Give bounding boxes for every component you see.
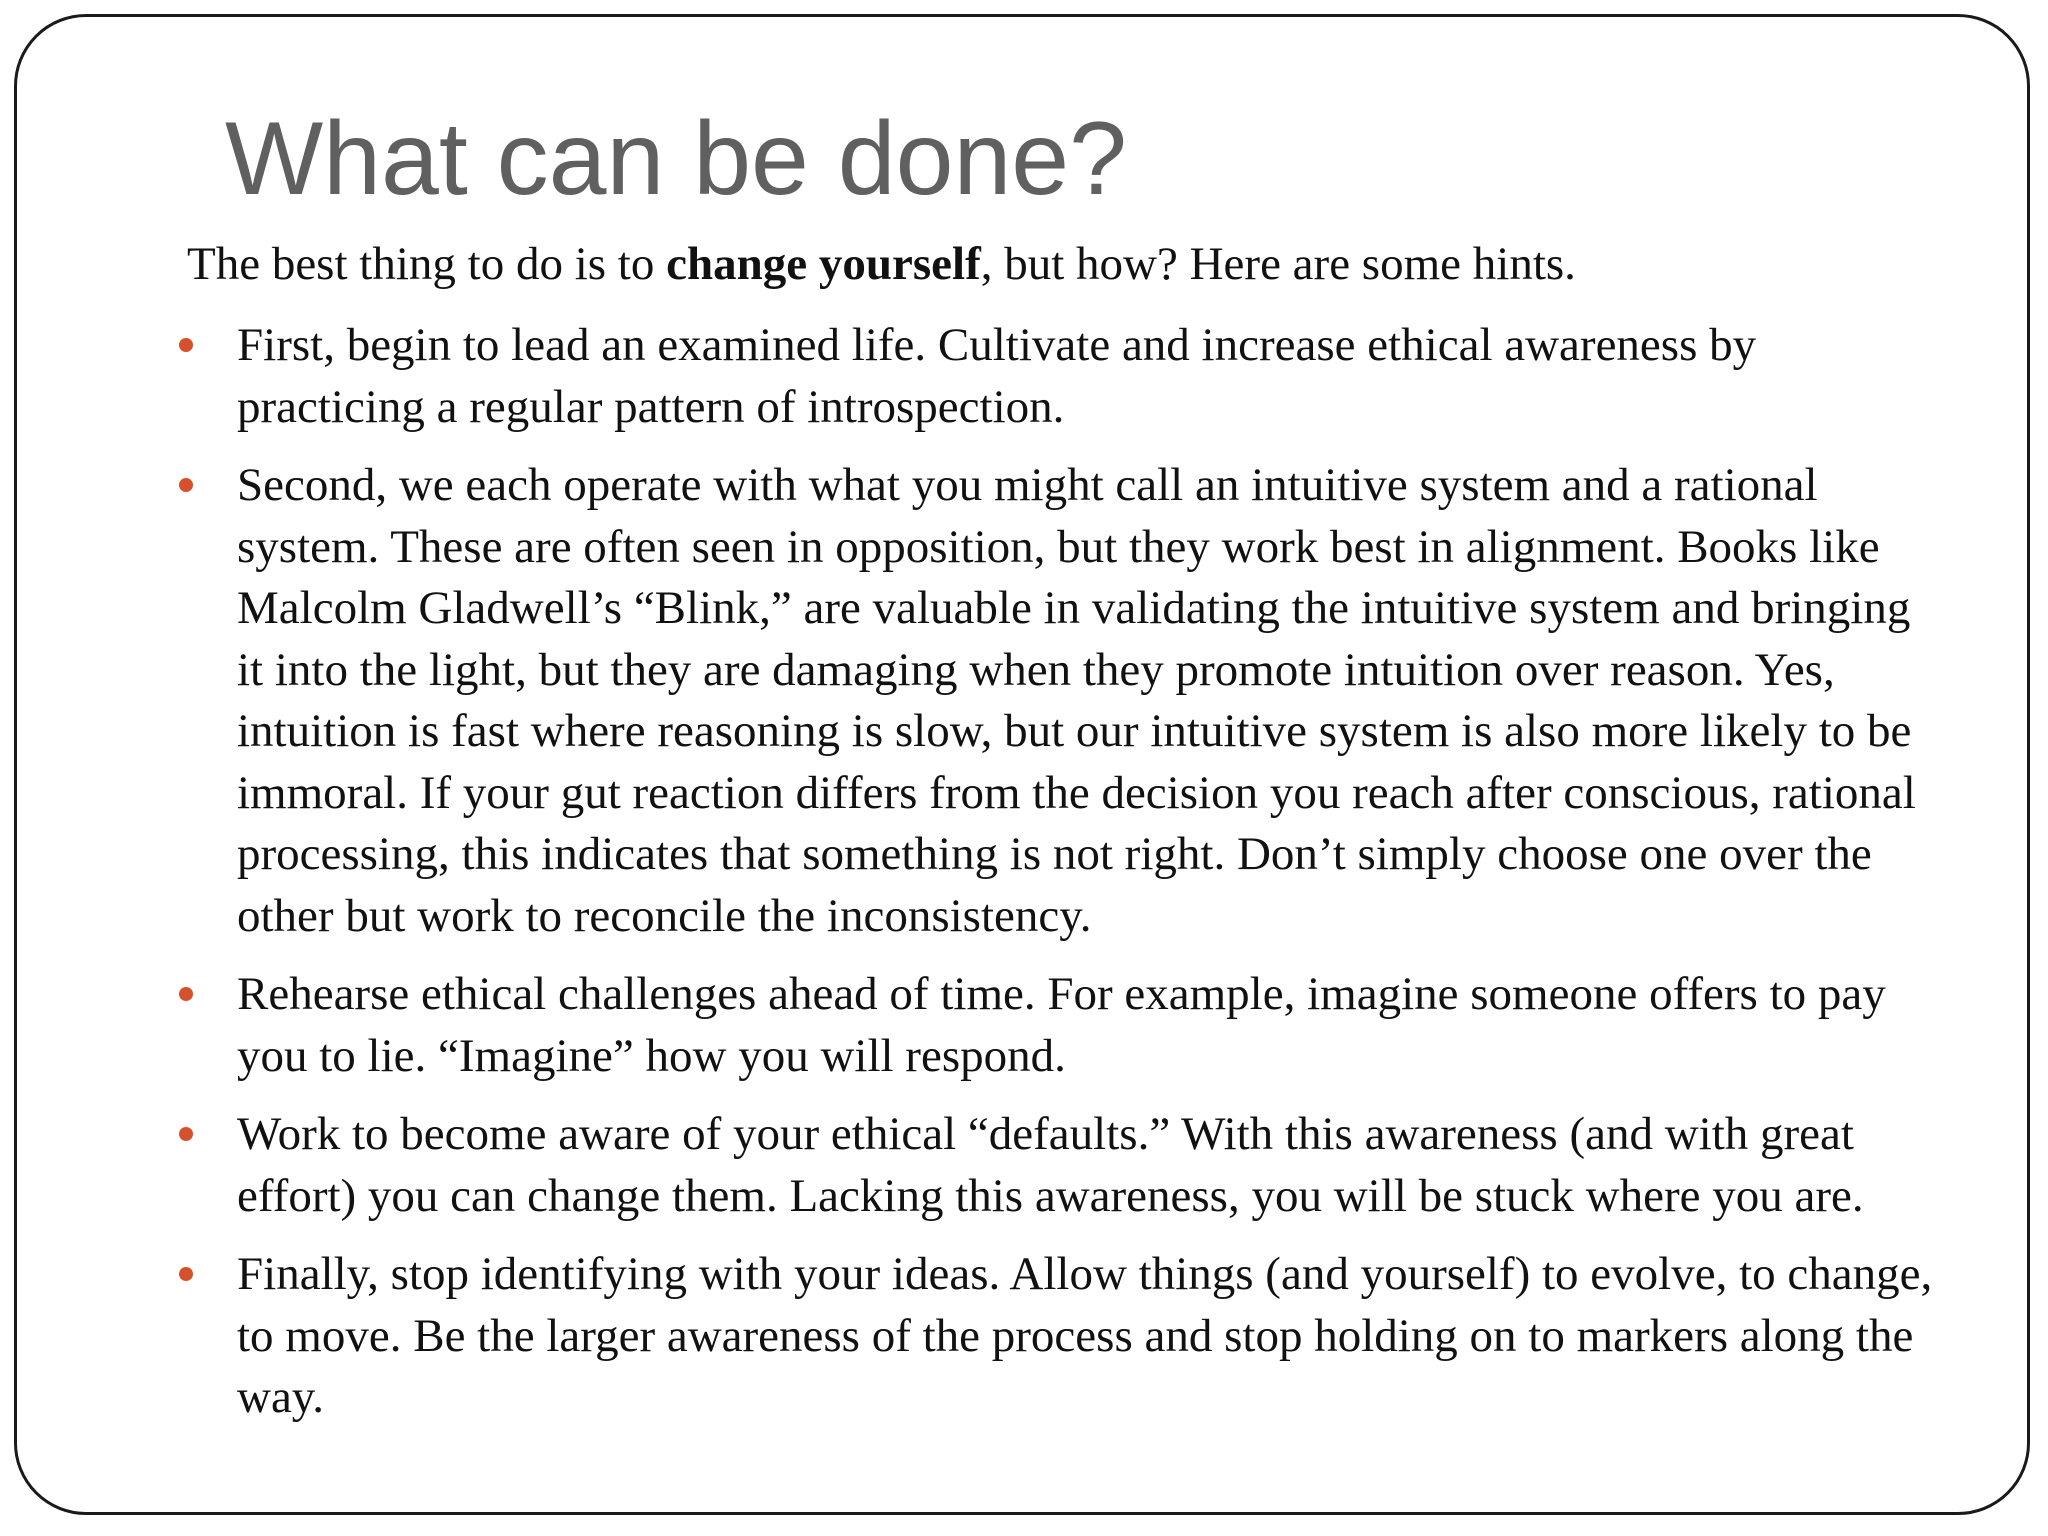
hint-item-rehearse bbox=[177, 964, 1937, 1087]
bullet-dot-icon bbox=[179, 1267, 193, 1281]
bullet-dot-icon bbox=[179, 478, 193, 492]
hint-text: Rehearse ethical challenges ahead of time. For example, imagine someone offers to pay you to lie. “Imagine” how you will respond. bbox=[237, 968, 1886, 1082]
hint-item-finally bbox=[177, 1244, 1937, 1429]
hint-item-defaults bbox=[177, 1104, 1937, 1227]
hint-item-second bbox=[177, 455, 1937, 947]
intro-text-before: The best thing to do is to bbox=[187, 238, 667, 290]
bullet-dot-icon bbox=[179, 987, 193, 1001]
intro-emphasis: change yourself bbox=[666, 238, 981, 290]
intro-line bbox=[187, 233, 1576, 295]
hint-text: Work to become aware of your ethical “defaults.” With this awareness (and with great effort) you can change them. Lacking this awareness, you will be stuck where you are. bbox=[237, 1108, 1864, 1222]
hint-item-first bbox=[177, 315, 1937, 438]
bullet-dot-icon bbox=[179, 1127, 193, 1141]
slide-frame bbox=[14, 14, 2030, 1515]
hint-text: First, begin to lead an examined life. Cultivate and increase ethical awareness by practicing a regular pattern of introspection. bbox=[237, 319, 1757, 433]
intro-text-after: , but how? Here are some hints. bbox=[980, 238, 1576, 290]
slide-title: What can be done? bbox=[225, 101, 1127, 217]
bullet-dot-icon bbox=[179, 338, 193, 352]
hints-list bbox=[177, 315, 1937, 1446]
hint-text: Second, we each operate with what you might call an intuitive system and a rational system. These are often seen in opposition, but they work best in alignment. Books like Malcolm Gladwell’s “Blink,” are valuable in validating the intuitive system and bringing it into the light, but they are damaging when they promote intuition over reason. Yes, intuition is fast where reasoning is slow, but our intuitive system is also more likely to be immoral. If your gut reaction differs from the decision you reach after conscious, rational processing, this indicates that something is not right. Don’t simply choose one over the other but work to reconcile the inconsistency. bbox=[237, 459, 1916, 942]
hint-text: Finally, stop identifying with your ideas. Allow things (and yourself) to evolve, to change, to move. Be the larger awareness of the process and stop holding on to markers along the way. bbox=[237, 1248, 1933, 1423]
